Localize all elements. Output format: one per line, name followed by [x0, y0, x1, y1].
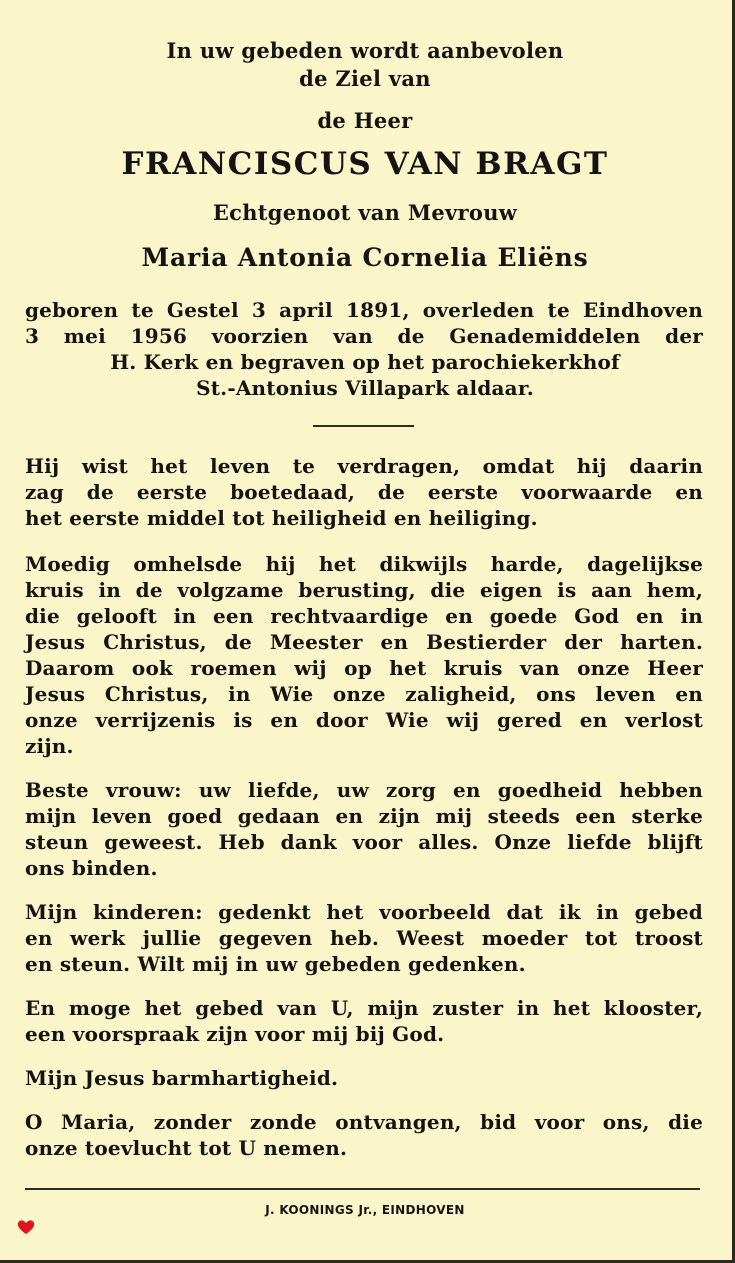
paragraph-5-line: een voorspraak zijn voor mij bij God. — [25, 1022, 445, 1046]
biography-line: geboren te Gestel 3 april 1891, overleden te Eindhoven — [25, 298, 703, 322]
printer-credit: J. KOONINGS Jr., EINDHOVEN — [265, 1203, 465, 1217]
paragraph-2-line: zijn. — [25, 734, 74, 758]
biography-line: St.-Antonius Villapark aldaar. — [196, 376, 534, 400]
intro-line-2: de Ziel van — [299, 66, 431, 91]
paragraph-2-line: kruis in de volgzame berusting, die eigen is aan hem, — [25, 578, 703, 602]
paragraph-2-line: Moedig omhelsde hij het dikwijls harde, dagelijkse — [25, 552, 703, 576]
paragraph-2-line: onze verrijzenis is en door Wie wij gered en verlost — [25, 708, 703, 732]
paragraph-4-line: en steun. Wilt mij in uw gebeden gedenken. — [25, 952, 526, 976]
paragraph-3-line: ons binden. — [25, 856, 158, 880]
spouse-name: Maria Antonia Cornelia Eliëns — [141, 243, 589, 272]
biography-line: H. Kerk en begraven op het parochiekerkhof — [110, 350, 620, 374]
deceased-name: FRANCISCUS VAN BRAGT — [121, 146, 609, 182]
footer-divider — [25, 1188, 700, 1190]
paragraph-4-line: Mijn kinderen: gedenkt het voorbeeld dat ik in gebed — [25, 900, 703, 924]
biography-line: 3 mei 1956 voorzien van de Genademiddelen der — [25, 324, 703, 348]
paragraph-7-line: O Maria, zonder zonde ontvangen, bid voor ons, die — [25, 1110, 703, 1134]
paragraph-2-line: die gelooft in een rechtvaardige en goede God en in — [25, 604, 703, 628]
paragraph-4-line: en werk jullie gegeven heb. Weest moeder tot troost — [25, 926, 703, 950]
paragraph-2-line: Jesus Christus, in Wie onze zaligheid, ons leven en — [25, 682, 703, 706]
spouse-intro: Echtgenoot van Mevrouw — [212, 200, 518, 225]
paragraph-1-line: het eerste middel tot heiligheid en heiliging. — [25, 506, 538, 530]
paragraph-1-line: zag de eerste boetedaad, de eerste voorwaarde en — [25, 480, 703, 504]
paragraph-6-line: Mijn Jesus barmhartigheid. — [25, 1066, 339, 1090]
intro-line-1: In uw gebeden wordt aanbevolen — [166, 38, 564, 63]
paragraph-1-line: Hij wist het leven te verdragen, omdat hij daarin — [25, 454, 703, 478]
section-divider — [313, 425, 414, 427]
paragraph-3-line: mijn leven goed gedaan en zijn mij steeds een sterke — [25, 804, 703, 828]
paragraph-3-line: steun geweest. Heb dank voor alles. Onze liefde blijft — [25, 830, 703, 854]
paragraph-3-line: Beste vrouw: uw liefde, uw zorg en goedheid hebben — [25, 778, 703, 802]
paragraph-2-line: Daarom ook roemen wij op het kruis van onze Heer — [25, 656, 703, 680]
title-prefix: de Heer — [317, 108, 413, 133]
red-heart-icon — [16, 1218, 36, 1236]
paragraph-7-line: onze toevlucht tot U nemen. — [25, 1136, 348, 1160]
paragraph-2-line: Jesus Christus, de Meester en Bestierder der harten. — [25, 630, 703, 654]
paragraph-5-line: En moge het gebed van U, mijn zuster in het klooster, — [25, 996, 703, 1020]
